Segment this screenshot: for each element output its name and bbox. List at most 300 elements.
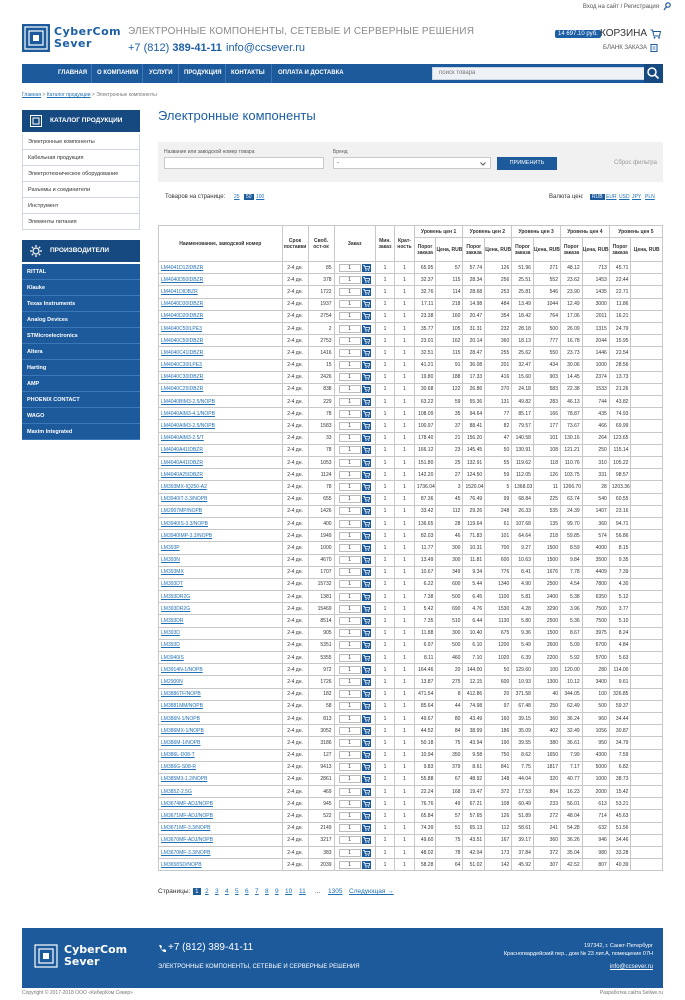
threshold-cell: 75 [436, 834, 463, 846]
add-to-cart-button[interactable] [362, 727, 371, 735]
quantity-input[interactable]: 1 [339, 349, 361, 357]
add-to-cart-button[interactable] [362, 849, 371, 857]
add-to-cart-button[interactable] [362, 751, 371, 759]
product-link[interactable]: LM4040C30IDBZR [161, 374, 204, 381]
product-link[interactable]: LM4040A41IDBZR [161, 459, 203, 466]
add-to-cart-button[interactable] [362, 459, 371, 467]
product-link[interactable]: LM4040D20IDBZR [161, 313, 204, 320]
page-next[interactable]: Следующая → [349, 888, 394, 895]
add-to-cart-button[interactable] [362, 312, 371, 320]
price-cell: 13.49 [512, 298, 534, 310]
sidebar-item-maxim[interactable]: Maxim Integrated [22, 424, 140, 440]
developer-link[interactable]: Разработка сайта Seliwe.ru [599, 990, 663, 996]
cart-icon[interactable] [650, 29, 661, 39]
header-email[interactable]: info@ccsever.ru [226, 42, 306, 54]
table-row [159, 700, 663, 712]
page-10[interactable]: 10 [285, 888, 293, 895]
add-to-cart-button[interactable] [362, 361, 371, 369]
breadcrumb-catalog[interactable]: Каталог продукции [46, 92, 91, 98]
product-link[interactable]: LM386M-1/NOPB [161, 739, 201, 746]
quantity-input[interactable]: 1 [339, 617, 361, 625]
add-to-cart-button[interactable] [362, 629, 371, 637]
product-link[interactable]: LM4040C25IDBZR [161, 386, 204, 393]
order-cell [334, 676, 375, 688]
price-cell: 3.77 [609, 603, 631, 615]
sidebar-item-rittal[interactable]: RITTAL [22, 264, 140, 280]
add-to-cart-button[interactable] [362, 385, 371, 393]
add-to-cart-button[interactable] [362, 471, 371, 479]
quantity-input[interactable]: 1 [339, 775, 361, 783]
name-filter-input[interactable] [164, 157, 324, 169]
login-link[interactable]: Вход на сайт / Регистрация [582, 4, 659, 10]
price-cell: 37.84 [512, 847, 534, 859]
quantity-input[interactable]: 1 [339, 373, 361, 381]
sidebar-item-electrical[interactable]: Электротехническое оборудование [22, 166, 140, 182]
cart-icon [363, 728, 370, 734]
product-link[interactable]: LM3670MF-ADJ/NOPB [161, 837, 213, 844]
product-link[interactable]: LM3674MF-ADJ/NOPB [161, 800, 213, 807]
quantity-input[interactable]: 1 [339, 422, 361, 430]
add-to-cart-button[interactable] [362, 410, 371, 418]
threshold-cell: 1020 [485, 652, 512, 664]
quantity-input[interactable]: 1 [339, 410, 361, 418]
product-link[interactable]: LM4041D12IDBZR [161, 264, 204, 271]
page-5[interactable]: 5 [235, 888, 239, 895]
brand-select[interactable] [333, 157, 491, 169]
apply-filter-button[interactable]: ПРИМЕНИТЬ [497, 157, 557, 170]
min-order-cell: 1 [375, 737, 395, 749]
page-6[interactable]: 6 [245, 888, 249, 895]
add-to-cart-button[interactable] [362, 373, 371, 381]
threshold-cell: 1530 [485, 603, 512, 615]
product-link[interactable]: LM393D [161, 630, 180, 637]
cart-icon [363, 667, 370, 673]
price-cell: 8.59 [561, 542, 583, 554]
pager-ellipsis: ... [315, 888, 321, 895]
sidebar-item-cables[interactable]: Кабельная продукция [22, 150, 140, 166]
product-link[interactable]: LM4040A41IDBZR [161, 447, 203, 454]
threshold-cell [631, 578, 663, 590]
quantity-input[interactable]: 1 [339, 702, 361, 710]
product-link[interactable]: LM386L-D08-T [161, 752, 195, 759]
product-link[interactable]: LM3658SD/NOPB [161, 861, 202, 868]
price-cell: 68.84 [512, 493, 534, 505]
product-link[interactable]: LM4040AIM3-4.1/NOPB [161, 410, 215, 417]
price-cell: 119.62 [512, 457, 534, 469]
threshold-cell: 3290 [533, 603, 560, 615]
price-cell: 371.58 [512, 688, 534, 700]
cart-icon [363, 825, 370, 831]
quantity-input[interactable]: 1 [339, 361, 361, 369]
threshold-cell: 271 [533, 262, 560, 274]
product-name-cell [159, 444, 283, 456]
quantity-input[interactable]: 1 [339, 312, 361, 320]
price-cell: 57.74 [463, 262, 485, 274]
product-link[interactable]: LM4040D50IDBZR [161, 276, 204, 283]
order-cell [334, 383, 375, 395]
add-to-cart-button[interactable] [362, 763, 371, 771]
currency-eur[interactable]: EUR [606, 194, 617, 200]
key-icon[interactable] [663, 2, 671, 11]
quantity-input[interactable]: 1 [339, 678, 361, 686]
price-cell: 166.12 [414, 444, 436, 456]
quantity-input[interactable]: 1 [339, 520, 361, 528]
price-cell: 151.80 [414, 457, 436, 469]
price-cell: 344.05 [561, 688, 583, 700]
nav-products[interactable]: ПРОДУКЦИЯ [184, 70, 222, 76]
add-to-cart-button[interactable] [362, 495, 371, 503]
order-cell [334, 420, 375, 432]
order-form-link[interactable]: БЛАНК ЗАКАЗА [603, 45, 648, 51]
sidebar-item-phoenix-contact[interactable]: PHOENIX CONTACT [22, 392, 140, 408]
table-row [159, 591, 663, 603]
add-to-cart-button[interactable] [362, 800, 371, 808]
product-link[interactable]: LM3881MM/NOPB [161, 703, 203, 710]
add-to-cart-button[interactable] [362, 544, 371, 552]
add-to-cart-button[interactable] [362, 337, 371, 345]
page-1[interactable]: 1 [195, 888, 199, 895]
price-cell: 60.49 [512, 798, 534, 810]
price-cell: 112.05 [512, 469, 534, 481]
add-to-cart-button[interactable] [362, 483, 371, 491]
term-cell: 2-4 дн. [282, 578, 308, 590]
threshold-cell: 4409 [582, 566, 609, 578]
term-cell: 2-4 дн. [282, 420, 308, 432]
quantity-input[interactable]: 1 [339, 325, 361, 333]
product-link[interactable]: LM386N-1/NOPB [161, 715, 200, 722]
quantity-input[interactable]: 1 [339, 568, 361, 576]
quantity-input[interactable]: 1 [339, 629, 361, 637]
nav-payment[interactable]: ОПЛАТА И ДОСТАВКА [278, 70, 344, 76]
currency-jpy[interactable]: JPY [632, 194, 642, 200]
add-to-cart-button[interactable] [362, 593, 371, 601]
table-row [159, 798, 663, 810]
add-to-cart-button[interactable] [362, 580, 371, 588]
sidebar-item-stmicro[interactable]: STMicroelectronics [22, 328, 140, 344]
product-link[interactable]: LM3940IT-3.3/NOPB [161, 496, 208, 503]
sidebar-item-klauke[interactable]: Klauke [22, 280, 140, 296]
quantity-input[interactable]: 1 [339, 446, 361, 454]
threshold-cell: 1500 [533, 627, 560, 639]
stock-cell: 813 [308, 712, 334, 724]
multiplicity-cell: 1 [395, 749, 415, 761]
price-cell: 24.79 [609, 322, 631, 334]
add-to-cart-button[interactable] [362, 532, 371, 540]
product-name-cell [159, 408, 283, 420]
quantity-input[interactable]: 1 [339, 800, 361, 808]
threshold-cell: 61 [485, 517, 512, 529]
quantity-input[interactable]: 1 [339, 398, 361, 406]
add-to-cart-button[interactable] [362, 812, 371, 820]
product-link[interactable]: LM386G-S08-R [161, 764, 197, 771]
page-last[interactable]: 1305 [328, 888, 343, 895]
threshold-cell: 354 [485, 310, 512, 322]
quantity-input[interactable]: 1 [339, 276, 361, 284]
product-link[interactable]: LM2900N [161, 678, 183, 685]
add-to-cart-button[interactable] [362, 434, 371, 442]
page-3[interactable]: 3 [215, 888, 219, 895]
quantity-input[interactable]: 1 [339, 605, 361, 613]
nav-about[interactable]: О КОМПАНИИ [97, 70, 139, 76]
cart-label[interactable]: КОРЗИНА [600, 28, 648, 39]
product-link[interactable]: LM393D [161, 642, 180, 649]
threshold-cell: 283 [533, 396, 560, 408]
per-page-25[interactable]: 25 [234, 194, 240, 200]
price-cell: 115.14 [609, 444, 631, 456]
product-link[interactable]: LM3671MF-3.3/NOPB [161, 825, 211, 832]
sidebar-item-batteries[interactable]: Элементы питания [22, 214, 140, 230]
sidebar-item-electronic-components[interactable]: Электронные компоненты [22, 134, 140, 150]
quantity-input[interactable]: 1 [339, 690, 361, 698]
quantity-input[interactable]: 1 [339, 849, 361, 857]
sidebar-item-amp[interactable]: AMP [22, 376, 140, 392]
footer-phone[interactable]: +7 (812) 389-41-11 [168, 942, 254, 953]
quantity-input[interactable]: 1 [339, 495, 361, 503]
document-icon[interactable] [650, 44, 658, 52]
add-to-cart-button[interactable] [362, 422, 371, 430]
threshold-cell: 2500 [533, 615, 560, 627]
page-11[interactable]: 11 [299, 888, 306, 895]
quantity-input[interactable]: 1 [339, 483, 361, 491]
footer-logo-icon[interactable] [32, 942, 60, 970]
per-page-100[interactable]: 100 [256, 194, 265, 200]
price-cell: 9.83 [414, 761, 436, 773]
add-to-cart-button[interactable] [362, 300, 371, 308]
add-to-cart-button[interactable] [362, 446, 371, 454]
threshold-cell: 67 [436, 773, 463, 785]
threshold-cell: 101 [533, 432, 560, 444]
page-7[interactable]: 7 [255, 888, 259, 895]
quantity-input[interactable]: 1 [339, 824, 361, 832]
product-link[interactable]: LM393DR [161, 618, 184, 625]
page-9[interactable]: 9 [275, 888, 279, 895]
cart-icon [363, 581, 370, 587]
product-link[interactable]: LM393N [161, 557, 180, 564]
threshold-cell: 7500 [582, 615, 609, 627]
threshold-cell: 744 [582, 396, 609, 408]
search-button[interactable] [644, 64, 663, 83]
product-link[interactable]: LM4040C50IDBZR [161, 337, 204, 344]
nav-contacts[interactable]: КОНТАКТЫ [231, 70, 265, 76]
add-to-cart-button[interactable] [362, 641, 371, 649]
add-to-cart-button[interactable] [362, 264, 371, 272]
product-link[interactable]: LM4040A25IDBZR [161, 471, 203, 478]
product-link[interactable]: LM4040C30ILPE3 [161, 362, 202, 369]
quantity-input[interactable]: 1 [339, 544, 361, 552]
price-cell: 34.44 [609, 712, 631, 724]
add-to-cart-button[interactable] [362, 861, 371, 869]
page-2[interactable]: 2 [205, 888, 209, 895]
product-link[interactable]: LM3914N-1/NOPB [161, 666, 203, 673]
add-to-cart-button[interactable] [362, 824, 371, 832]
term-cell: 2-4 дн. [282, 457, 308, 469]
add-to-cart-button[interactable] [362, 349, 371, 357]
product-link[interactable]: LM4040BIM3-2.5/NOPB [161, 398, 215, 405]
price-cell: 14.98 [463, 298, 485, 310]
breadcrumb-current: Электронные компоненты [96, 92, 157, 98]
product-link[interactable]: LM3670MF-3.3/NOPB [161, 849, 211, 856]
quantity-input[interactable]: 1 [339, 654, 361, 662]
add-to-cart-button[interactable] [362, 702, 371, 710]
quantity-input[interactable]: 1 [339, 861, 361, 869]
threshold-cell: 28 [436, 517, 463, 529]
cart-icon [363, 411, 370, 417]
add-to-cart-button[interactable] [362, 715, 371, 723]
add-to-cart-button[interactable] [362, 398, 371, 406]
add-to-cart-button[interactable] [362, 678, 371, 686]
quantity-input[interactable]: 1 [339, 751, 361, 759]
threshold-cell: 552 [533, 274, 560, 286]
product-link[interactable]: LM4040C50ILPE3 [161, 325, 202, 332]
quantity-input[interactable]: 1 [339, 556, 361, 564]
stock-cell: 2753 [308, 335, 334, 347]
product-link[interactable]: LM4040C41IDBZR [161, 349, 204, 356]
min-order-cell: 1 [375, 615, 395, 627]
term-cell: 2-4 дн. [282, 444, 308, 456]
quantity-input[interactable]: 1 [339, 434, 361, 442]
table-row [159, 335, 663, 347]
sidebar-item-wago[interactable]: WAGO [22, 408, 140, 424]
sidebar-item-connectors[interactable]: Разъемы и соединители [22, 182, 140, 198]
product-link[interactable]: LM3940IMP-3.3/NOPB [161, 532, 213, 539]
quantity-input[interactable]: 1 [339, 763, 361, 771]
product-link[interactable]: LM4040D30IDBZR [161, 301, 204, 308]
add-to-cart-button[interactable] [362, 739, 371, 747]
quantity-input[interactable]: 1 [339, 641, 361, 649]
add-to-cart-button[interactable] [362, 605, 371, 613]
nav-home[interactable]: ГЛАВНАЯ [58, 70, 88, 76]
product-link[interactable]: LM3940IS-3.3/NOPB [161, 520, 208, 527]
add-to-cart-button[interactable] [362, 568, 371, 576]
product-link[interactable]: LM2907MP/NOPB [161, 508, 203, 515]
site-logo[interactable] [22, 24, 122, 56]
currency-pln[interactable]: PLN [645, 194, 655, 200]
price-cell: 32.37 [414, 274, 436, 286]
threshold-cell: 20 [485, 688, 512, 700]
product-link[interactable]: LM4041DIDBZR [161, 288, 198, 295]
quantity-input[interactable]: 1 [339, 739, 361, 747]
breadcrumb-home[interactable]: Главная [22, 92, 42, 98]
table-row [159, 664, 663, 676]
threshold-cell: 59 [436, 396, 463, 408]
price-cell: 99.70 [561, 517, 583, 529]
currency-usd[interactable]: USD [619, 194, 630, 200]
product-link[interactable]: LM386MX-1/NOPB [161, 727, 204, 734]
quantity-input[interactable]: 1 [339, 459, 361, 467]
add-to-cart-button[interactable] [362, 690, 371, 698]
product-link[interactable]: LM393MX-IQ250-A2 [161, 483, 207, 490]
add-to-cart-button[interactable] [362, 788, 371, 796]
quantity-input[interactable]: 1 [339, 812, 361, 820]
add-to-cart-button[interactable] [362, 325, 371, 333]
currency-rub[interactable]: RUB [592, 194, 603, 200]
product-link[interactable]: LM393DR2G [161, 593, 191, 600]
price-cell: 17.33 [463, 371, 485, 383]
add-to-cart-button[interactable] [362, 507, 371, 515]
quantity-input[interactable]: 1 [339, 788, 361, 796]
sidebar-item-texas-instruments[interactable]: Texas Instruments [22, 296, 140, 312]
add-to-cart-button[interactable] [362, 836, 371, 844]
sidebar-item-tools[interactable]: Инструмент [22, 198, 140, 214]
quantity-input[interactable]: 1 [339, 727, 361, 735]
product-link[interactable]: LM393DT [161, 581, 183, 588]
add-to-cart-button[interactable] [362, 654, 371, 662]
add-to-cart-button[interactable] [362, 288, 371, 296]
quantity-input[interactable]: 1 [339, 385, 361, 393]
price-cell: 1266.70 [561, 481, 583, 493]
nav-services[interactable]: УСЛУГИ [149, 70, 173, 76]
quantity-input[interactable]: 1 [339, 300, 361, 308]
product-link[interactable]: LM4040AIM3-2.5/T [161, 435, 204, 442]
add-to-cart-button[interactable] [362, 775, 371, 783]
quantity-input[interactable]: 1 [339, 836, 361, 844]
add-to-cart-button[interactable] [362, 617, 371, 625]
quantity-input[interactable]: 1 [339, 715, 361, 723]
price-cell: 63.74 [561, 493, 583, 505]
product-link[interactable]: LM385M3-1.2/NOPB [161, 776, 208, 783]
quantity-input[interactable]: 1 [339, 580, 361, 588]
add-to-cart-button[interactable] [362, 556, 371, 564]
threshold-cell: 166 [533, 408, 560, 420]
table-row [159, 773, 663, 785]
multiplicity-cell: 1 [395, 652, 415, 664]
table-row [159, 652, 663, 664]
footer-email[interactable]: info@ccsever.ru [609, 964, 653, 970]
quantity-input[interactable]: 1 [339, 593, 361, 601]
quantity-input[interactable]: 1 [339, 337, 361, 345]
reset-filter-link[interactable]: Сброс фильтра [614, 160, 657, 166]
product-link[interactable]: LM3886TF/NOPB [161, 691, 201, 698]
product-link[interactable]: LM3671MF-ADJ/NOPB [161, 813, 213, 820]
cart-widget[interactable] [555, 28, 675, 58]
page-title: Электронные компоненты [158, 108, 316, 123]
price-cell: 145.45 [463, 444, 485, 456]
threshold-cell: 1130 [485, 615, 512, 627]
product-link[interactable]: LM4040AIM3-2.5/NOPB [161, 423, 215, 430]
threshold-cell: 21 [436, 432, 463, 444]
page-4[interactable]: 4 [225, 888, 229, 895]
product-link[interactable]: LM393DR2G [161, 605, 191, 612]
threshold-cell: 331 [582, 469, 609, 481]
quantity-input[interactable]: 1 [339, 532, 361, 540]
header-phone[interactable] [128, 42, 222, 54]
quantity-input[interactable]: 1 [339, 471, 361, 479]
add-to-cart-button[interactable] [362, 520, 371, 528]
sidebar-item-analog-devices[interactable]: Analog Devices [22, 312, 140, 328]
cart-icon [363, 837, 370, 843]
threshold-cell: 280 [582, 664, 609, 676]
table-row [159, 444, 663, 456]
page-8[interactable]: 8 [265, 888, 269, 895]
quantity-input[interactable]: 1 [339, 288, 361, 296]
product-link[interactable]: LM385Z-2.5G [161, 788, 192, 795]
footer-address-line1: 197342, г. Санкт-Петербург [584, 943, 653, 949]
threshold-cell: 108 [533, 444, 560, 456]
product-link[interactable]: LM3940IS [161, 654, 184, 661]
add-to-cart-button[interactable] [362, 276, 371, 284]
product-link[interactable]: LM393P [161, 544, 180, 551]
quantity-input[interactable]: 1 [339, 264, 361, 272]
quantity-input[interactable]: 1 [339, 666, 361, 674]
search-input[interactable]: поиск товара [432, 67, 662, 80]
sidebar-item-harting[interactable]: Harting [22, 360, 140, 376]
add-to-cart-button[interactable] [362, 666, 371, 674]
per-page-50[interactable]: 50 [246, 194, 252, 200]
quantity-input[interactable]: 1 [339, 507, 361, 515]
product-link[interactable]: LM393MX [161, 569, 184, 576]
sidebar-item-altera[interactable]: Altera [22, 344, 140, 360]
term-cell: 2-4 дн. [282, 347, 308, 359]
